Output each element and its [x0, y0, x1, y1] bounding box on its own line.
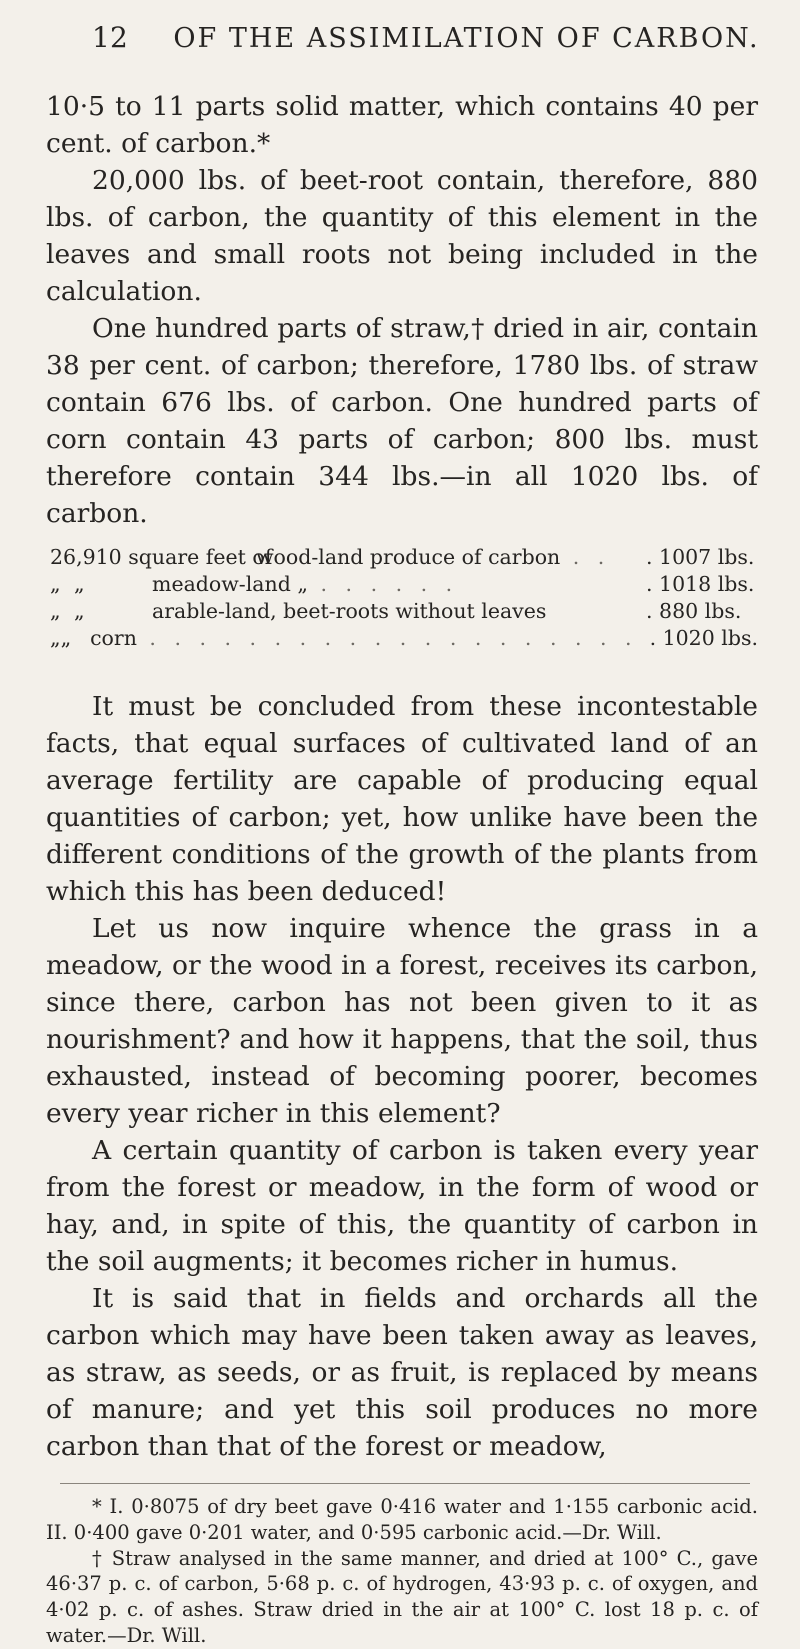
paragraph: 10·5 to 11 parts solid matter, which contains 40 per cent. of carbon.* [46, 91, 758, 159]
paragraph: It is said that in fields and orchards all the carbon which may have been taken away as leaves, as straw, as seeds, or as fruit, is replaced by means of manure; and yet this soil produces no more carbon than that of the forest or meadow, [46, 1283, 758, 1462]
table-cell-description: arable-land, beet-roots without leaves [152, 599, 547, 623]
table-cell-description: meadow-land „ . . . . . . [152, 572, 459, 596]
table-cell-value: . 1018 lbs. [646, 572, 755, 596]
paragraph: It must be concluded from these incontestable facts, that equal surfaces of cultivated land of an average fertility are capable of producing equal quantities of carbon; yet, how unlike have been the different conditions of the growth of the plants from which this has been deduced! [46, 691, 758, 907]
body-text-top [46, 88, 758, 532]
footnote: † Straw analysed in the same manner, and dried at 100° C., gave 46·37 p. c. of carbon, 5·68 p. c. of hydrogen, 43·93 p. c. of oxygen, and 4·02 p. c. of ashes. Straw dried in the air at 100° C. lost 18 p. c. of water.—Dr. Will. [46, 1546, 758, 1647]
paragraph: 20,000 lbs. of beet-root contain, therefore, 880 lbs. of carbon, the quantity of this element in the leaves and small roots not being included in the calculation. [46, 165, 758, 307]
table-cell-value: . 880 lbs. [646, 599, 742, 623]
table-cell-description: wood-land produce of carbon . . [256, 545, 611, 569]
footnote: * I. 0·8075 of dry beet gave 0·416 water and 1·155 carbonic acid. II. 0·400 gave 0·201 water, and 0·595 carbonic acid.—Dr. Will. [46, 1495, 758, 1544]
table-cell-ditto: „ [74, 599, 85, 623]
paragraph: One hundred parts of straw,† dried in air, contain 38 per cent. of carbon; therefore, 1780 lbs. of straw contain 676 lbs. of carbon. One hundred parts of corn contain 43 parts of carbon; 800 lbs. must therefore contain 344 lbs.—in all 1020 lbs. of carbon. [46, 313, 758, 529]
table-row [46, 625, 758, 652]
table-row [46, 598, 758, 625]
table-cell-value: . 1020 lbs. [649, 626, 758, 650]
body-text-bottom [46, 688, 758, 1465]
paragraph: A certain quantity of carbon is taken every year from the forest or meadow, in the form of wood or hay, and, in spite of this, the quantity of carbon in the soil augments; it becomes richer in humus. [46, 1135, 758, 1277]
page-number: 12 [92, 21, 129, 54]
table-cell-description: corn . . . . . . . . . . . . . . . . . . . . [90, 626, 638, 650]
page-body [46, 88, 758, 1647]
table-cell-ditto: „ [74, 572, 85, 596]
table-cell-area: 26,910 square feet of [50, 545, 273, 569]
carbon-yield-table [46, 544, 758, 652]
table-row [46, 571, 758, 598]
table-row [46, 544, 758, 571]
footnotes [46, 1494, 758, 1649]
table-cell-ditto: „ [50, 626, 61, 650]
table-cell-value: . 1007 lbs. [646, 545, 755, 569]
footnote-divider [60, 1483, 750, 1484]
paragraph: Let us now inquire whence the grass in a meadow, or the wood in a forest, receives its carbon, since there, carbon has not been given to it as nourishment? and how it happens, that the soil, thus exhausted, instead of becoming poorer, becomes every year richer in this element? [46, 913, 758, 1129]
table-cell-ditto: „ [50, 599, 61, 623]
running-head [92, 20, 762, 54]
table-cell-ditto: „ [50, 572, 61, 596]
running-title: OF THE ASSIMILATION OF CARBON. [173, 23, 760, 54]
table-cell-ditto: „ [60, 626, 72, 650]
